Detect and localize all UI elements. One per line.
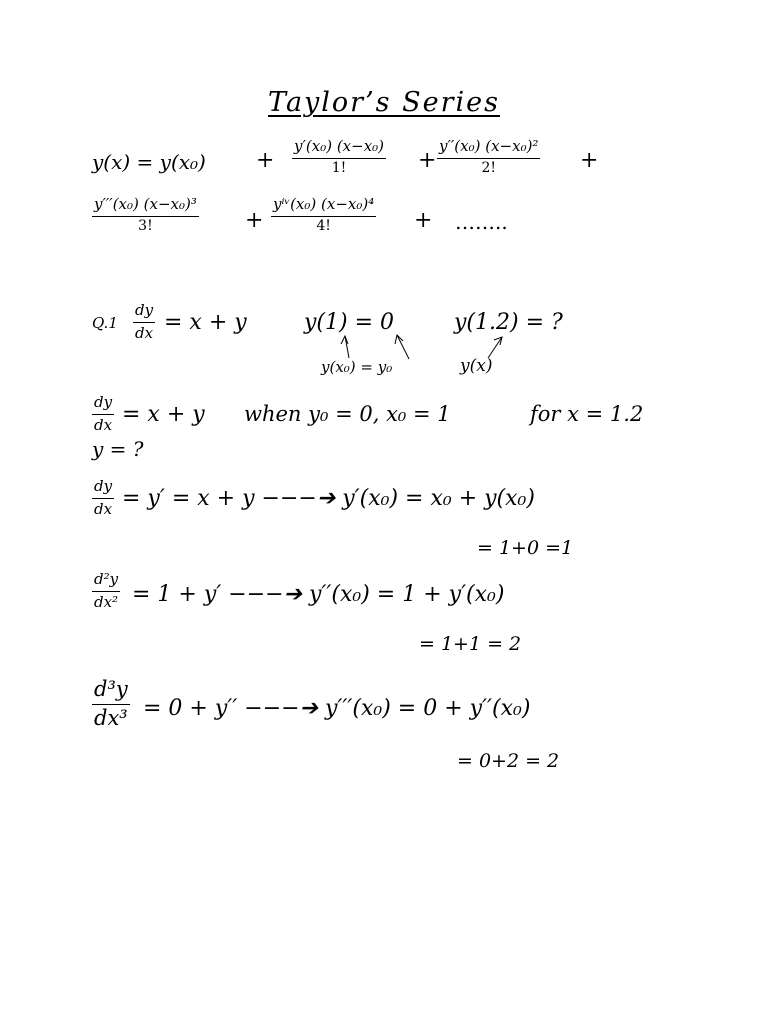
ellipsis: …….. <box>455 210 508 234</box>
note-target: y(x) <box>460 356 493 376</box>
step3-result: = 0+2 = 2 <box>457 750 560 772</box>
given-when: when y₀ = 0, x₀ = 1 <box>244 402 451 426</box>
term-2-denominator: 2! <box>481 159 496 176</box>
term-4-numerator: yⁱᵛ(x₀) (x−x₀)⁴ <box>273 195 375 213</box>
plus-sign: + <box>245 208 264 233</box>
plus-sign: + <box>580 148 599 173</box>
page-title: Taylor’s Series <box>268 87 500 118</box>
term-4-denominator: 4! <box>316 217 331 234</box>
dy: dy <box>135 301 154 319</box>
step2-expression: = 1 + y′ −−−➔ y′′(x₀) = 1 + y′(x₀) <box>132 582 505 607</box>
given-equation: = x + y <box>122 402 205 427</box>
step1-derivative <box>92 478 114 517</box>
question-equation: = x + y <box>164 310 247 335</box>
series-lhs: y(x) = y(x₀) <box>92 150 206 174</box>
term-1-numerator: y′(x₀) (x−x₀) <box>294 137 385 155</box>
given-for: for x = 1.2 <box>530 402 644 426</box>
dx3: dx³ <box>94 706 128 731</box>
step2-result: = 1+1 = 2 <box>419 633 522 655</box>
term-3-numerator: y′′′(x₀) (x−x₀)³ <box>94 195 197 213</box>
plus-sign: + <box>418 148 437 173</box>
step1-expression: = y′ = x + y −−−➔ y′(x₀) = x₀ + y(x₀) <box>122 486 535 511</box>
note-initial: y(x₀) = y₀ <box>321 358 393 376</box>
step1-result: = 1+0 =1 <box>477 537 574 559</box>
term-3-denominator: 3! <box>138 217 153 234</box>
d3y: d³y <box>94 677 128 701</box>
fraction-bar <box>92 498 114 499</box>
dy: dy <box>94 393 113 411</box>
given-derivative <box>92 394 114 433</box>
fraction-bar <box>92 414 114 415</box>
dx: dx <box>135 323 154 342</box>
term-1-denominator: 1! <box>331 159 347 176</box>
dx: dx <box>94 499 113 518</box>
d2y: d²y <box>94 570 119 588</box>
initial-condition: y(1) = 0 <box>304 310 395 335</box>
dx2: dx² <box>94 592 119 611</box>
dy: dy <box>94 477 113 495</box>
step2-derivative <box>92 571 120 610</box>
plus-sign: + <box>256 148 275 173</box>
step3-expression: = 0 + y′′ −−−➔ y′′′(x₀) = 0 + y′′(x₀) <box>143 696 531 721</box>
fraction-bar <box>92 704 130 705</box>
question-label: Q.1 <box>92 314 118 332</box>
step3-derivative <box>92 678 130 730</box>
plus-sign: + <box>414 208 433 233</box>
fraction-bar <box>92 591 120 592</box>
given-y-unknown: y = ? <box>92 437 144 461</box>
term-2-numerator: y′′(x₀) (x−x₀)² <box>439 137 539 155</box>
target-value: y(1.2) = ? <box>454 310 563 335</box>
dx: dx <box>94 415 113 434</box>
